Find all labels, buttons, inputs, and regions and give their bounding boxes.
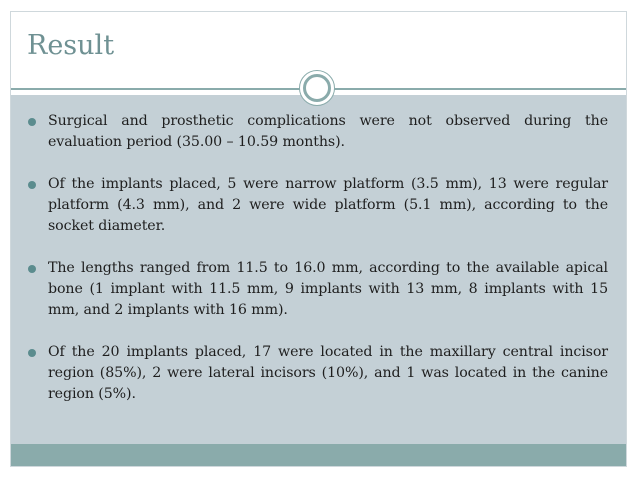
bullet-dot-icon [28,265,36,273]
bullet-list [26,111,608,426]
bullet-dot-icon [28,349,36,357]
bullet-item [26,258,608,321]
bullet-dot-icon [28,118,36,126]
bullet-item [26,111,608,153]
bullet-text: Of the 20 implants placed, 17 were located in the maxillary central incisor region (85%), 2 were lateral incisors (10%), and 1 was located in the canine region (5%). [48,344,608,402]
bullet-text: The lengths ranged from 11.5 to 16.0 mm, according to the available apical bone (1 implant with 11.5 mm, 9 implants with 13 mm, 8 implants with 15 mm, and 2 implants with 16 mm). [48,260,608,318]
bullet-text: Surgical and prosthetic complications were not observed during the evaluation period (35.00 – 10.59 months). [48,113,608,150]
slide-title: Result [27,30,115,61]
bullet-dot-icon [28,181,36,189]
double-ring-circle-icon [299,70,335,106]
bullet-item [26,342,608,405]
bullet-text: Of the implants placed, 5 were narrow platform (3.5 mm), 13 were regular platform (4.3 mm), and 2 were wide platform (5.1 mm), according to the socket diameter. [48,176,608,234]
bullet-item [26,174,608,237]
footer-bar [11,444,626,466]
